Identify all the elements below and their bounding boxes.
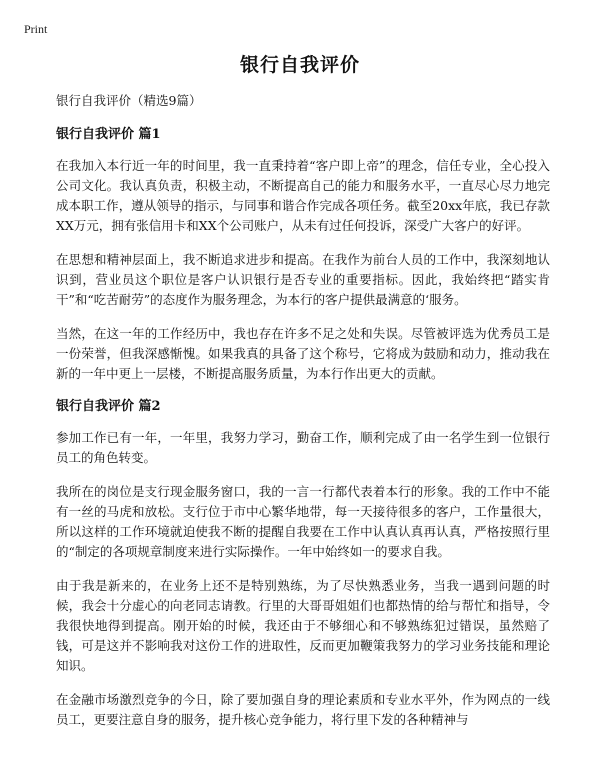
section-2 <box>56 398 550 730</box>
paragraph: 我所在的岗位是支行现金服务窗口，我的一言一行都代表着本行的形象。我的工作中不能有一丝的马虎和放松。支行位于市中心繁华地带，每一天接待很多的客户，工作量很大，所以这样的工作环境就迫使我不断的提醒自我要在工作中认真认真再认真，严格按照行里的“制定的各项规章制度来进行实际操作。一年中始终如一的要求自我。 <box>56 484 550 559</box>
section-heading: 银行自我评价 篇2 <box>56 399 161 414</box>
section-heading: 银行自我评价 篇1 <box>56 127 161 142</box>
document-subtitle: 银行自我评价（精选9篇） <box>56 93 202 108</box>
paragraph: 在思想和精神层面上，我不断追求进步和提高。在我作为前台人员的工作中，我深刻地认识到，营业员这个职位是客户认识银行是否专业的重要指标。因此，我始终把“踏实肯干”和“吃苦耐劳”的态度作为服务理念，为本行的客户提供最满意的‘服务。 <box>56 252 550 307</box>
document-body <box>56 92 550 744</box>
print-link[interactable]: Print <box>24 22 48 36</box>
paragraph: 当然，在这一年的工作经历中，我也存在许多不足之处和失误。尽管被评选为优秀员工是一份荣誉，但我深感惭愧。如果我真的具备了这个称号，它将成为鼓励和动力，推动我在新的一年中更上一层楼，不断提高服务质量，为本行作出更大的贡献。 <box>56 326 550 381</box>
page-title: 银行自我评价 <box>239 54 360 76</box>
section-1 <box>56 126 550 384</box>
paragraph: 参加工作已有一年，一年里，我努力学习，勤奋工作，顺利完成了由一名学生到一位银行员工的角色转变。 <box>56 430 550 465</box>
paragraph: 由于我是新来的，在业务上还不是特别熟练，为了尽快熟悉业务，当我一遇到问题的时候，我会十分虚心的向老同志请教。行里的大哥哥姐姐们也都热情的给与帮忙和指导，令我很快地得到提高。刚开始的时候，我还由于不够细心和不够熟练犯过错误，虽然赔了钱，可是这并不影响我对这份工作的进取性，反而更加鞭策我努力的学习业务技能和理论知识。 <box>56 578 550 673</box>
paragraph: 在我加入本行近一年的时间里，我一直秉持着“客户即上帝”的理念，信任专业，全心投入公司文化。我认真负责，积极主动，不断提高自己的能力和服务水平，一直尽心尽力地完成本职工作，遵从领导的指示，与同事和谐合作完成各项任务。截至20xx年底，我已存款XX万元，拥有张信用卡和XX个公司账户，从未有过任何投诉，深受广大客户的好评。 <box>56 158 550 233</box>
paragraph: 在金融市场激烈竞争的今日，除了要加强自身的理论素质和专业水平外，作为网点的一线员工，更要注意自身的服务，提升核心竞争能力，将行里下发的各种精神与 <box>56 692 550 727</box>
